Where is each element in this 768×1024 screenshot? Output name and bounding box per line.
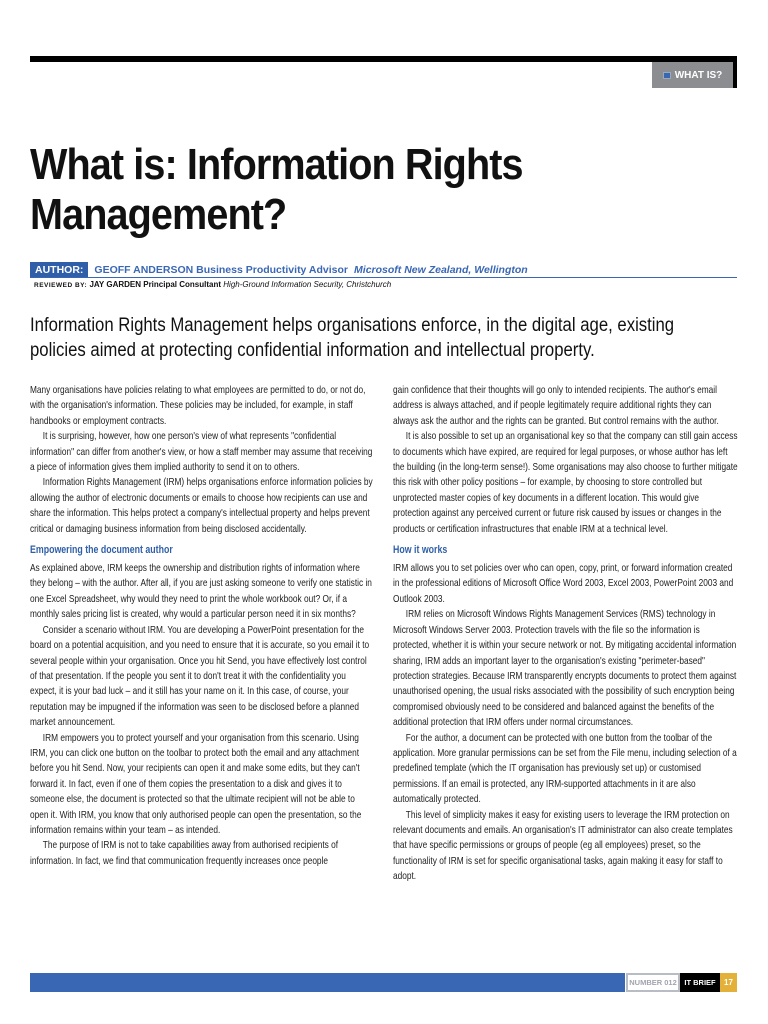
- author-name: GEOFF ANDERSON Business Productivity Advisor: [94, 264, 349, 276]
- paragraph: It is also possible to set up an organisational key so that the company can still gain access to documents which have expired, are required for legal purposes, or whose author has left the building (in the long-term sense!). Some organisations may also choose to further mitigate this risk with other policy positions – for example, by choosing to store controlled but unprotected master copies of key documents in a different location. This would give protection against any perceived current or future risk caused by issues or changes in the products or certification infrastructures that enable IRM at a technical level.: [393, 431, 738, 535]
- author-org: Microsoft New Zealand, Wellington: [354, 264, 528, 276]
- publication-name: IT BRIEF: [680, 973, 720, 992]
- lede: Information Rights Management helps organisations enforce, in the digital age, existing policies aimed at protecting confidential information and intellectual property.: [30, 315, 675, 361]
- paragraph: IRM empowers you to protect yourself and your organisation from this scenario. Using IRM, you can click one button on the toolbar to protect both the email and any attachment before you hit Send. Now, your recipients can open it and make some edits, but they can't forward it. In fact, even if one of them copies the presentation to a disk and gives it to someone else, the document is protected so that the ultimate recipient will not be able to open it. With IRM, you know that only authorised people can open the presentation, so the information remains within your team – as intended.: [30, 732, 362, 836]
- section-tab-label: WHAT IS?: [674, 69, 723, 81]
- reviewer-line: [34, 280, 391, 289]
- section-tab: [652, 62, 733, 88]
- footer-bar: [30, 973, 625, 992]
- paragraph: IRM allows you to set policies over who can open, copy, print, or forward information created in the professional editions of Microsoft Office Word 2003, Excel 2003, PowerPoint 2003 and Outlook 2003.: [393, 563, 734, 605]
- reviewer-name: JAY GARDEN Principal Consultant: [89, 280, 222, 289]
- left-column: [30, 383, 375, 869]
- paragraph: It is surprising, however, how one person's view of what represents "confidential information" can differ from another's view, or how a staff member may assume that receiving a piece of information gives them implied authority to send it on to others.: [30, 431, 373, 474]
- byline-divider: [30, 277, 737, 278]
- author-line: [30, 262, 528, 278]
- page-number: 17: [720, 973, 737, 992]
- section-heading: How it works: [393, 544, 448, 557]
- issue-number: NUMBER 012: [626, 973, 680, 992]
- square-icon: [663, 72, 671, 79]
- author-label: AUTHOR:: [30, 262, 88, 278]
- paragraph: Information Rights Management (IRM) helps organisations enforce information policies by allowing the author of electronic documents or emails to choose how recipients can use and share the information. This helps protect a company's intellectual property and helps prevent critical or damaging business information from being disclosed accidentally.: [30, 477, 373, 535]
- reviewer-org: High-Ground Information Security, Christchurch: [223, 280, 392, 289]
- paragraph: The purpose of IRM is not to take capabilities away from authorised recipients of information. In fact, we find that communication frequently increases once people: [30, 840, 339, 867]
- right-column: [393, 383, 738, 885]
- paragraph: For the author, a document can be protected with one button from the toolbar of the application. More granular permissions can be set from the File menu, including selection of a predefined template (which the IT organisation has previously set up) or customised permissions. If an email is protected, any IRM-supported attachments in it are also automatically protected.: [393, 732, 737, 806]
- header-rule-vertical: [733, 56, 737, 88]
- reviewed-label: REVIEWED BY:: [34, 282, 88, 289]
- paragraph: As explained above, IRM keeps the ownership and distribution rights of information where they belong – with the author. After all, if you are just asking someone to verify one statistic in one Excel Spreadsheet, why would they need to print the whole workbook out? Or, if a monthly sales pricing list is created, why would a particular person need it in six months?: [30, 563, 372, 621]
- paragraph: Many organisations have policies relating to what employees are permitted to do, or not do, with the organisation's information. These policies may be included, for example, in staff handbooks or employment contracts.: [30, 385, 366, 427]
- paragraph: gain confidence that their thoughts will go only to intended recipients. The author's email address is always attached, and if people legitimately require additional rights they can always ask the author and the rights can be granted. But control remains with the author.: [393, 385, 719, 427]
- paragraph: This level of simplicity makes it easy for existing users to leverage the IRM protection on relevant documents and emails. An organisation's IT administrator can also create templates that have specific permissions or groups of people (eg all employees) preset, so the functionality of IRM is set for specific organisational tasks, again making it easy for staff to adopt.: [393, 809, 733, 883]
- article-title: What is: Information Rights Management?: [30, 140, 523, 239]
- section-heading: Empowering the document author: [30, 544, 173, 557]
- paragraph: Consider a scenario without IRM. You are developing a PowerPoint presentation for the board on a potential acquisition, and you need to ensure that it is accurate, so you email it to several people within your organisation. Once you hit Send, you have effectively lost control of that presentation. If the people you sent it to don't treat it with the confidentiality you expect, it is your bad luck – and it still has your name on it. In this case, of course, your reputation may be impugned if the information was seen to be disclosed before a planned market announcement.: [30, 624, 370, 729]
- paragraph: IRM relies on Microsoft Windows Rights Management Services (RMS) technology in Microsoft Windows Server 2003. Protection travels with the file so the information is protected, whether it is within your secure network or not. By mitigating accidental information sharing, IRM adds an important layer to the organisation's existing "perimeter-based" protection strategies. Because IRM transparently encrypts documents to protect them against unauthorised opening, the usual risks associated with the possibility of such encryption being compromised obviously need to be considered and balanced against the benefits of the additional protection that IRM offers under normal circumstances.: [393, 609, 737, 729]
- header-rule: [30, 56, 737, 62]
